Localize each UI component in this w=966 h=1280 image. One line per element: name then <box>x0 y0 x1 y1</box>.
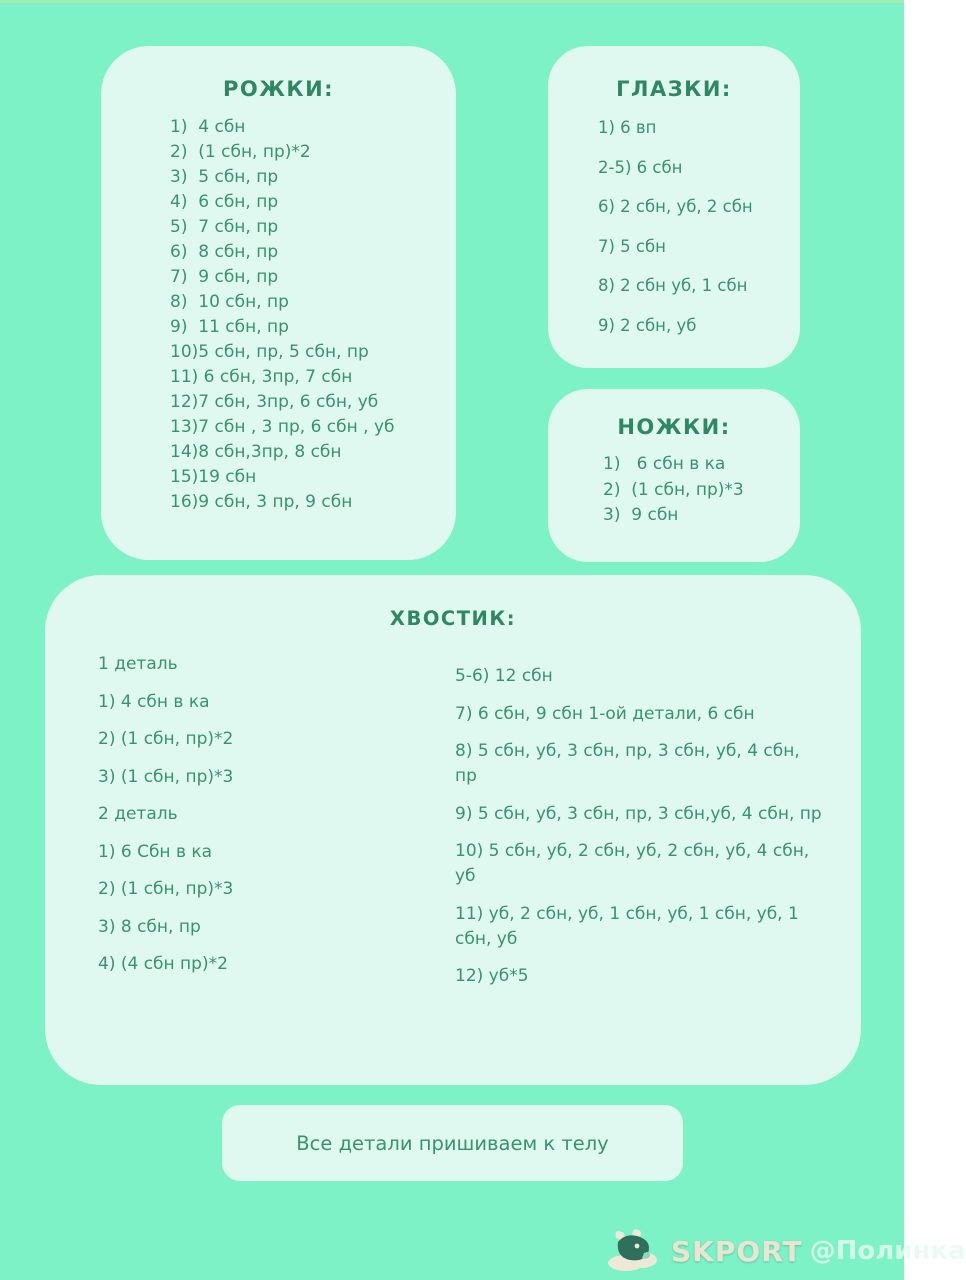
list-item: 2) (1 сбн, пр)*2 <box>170 142 311 162</box>
list-item: 7) 9 сбн, пр <box>170 267 279 287</box>
list-item: 4) 6 сбн, пр <box>170 192 279 212</box>
legs-title: НОЖКИ: <box>617 415 731 439</box>
card-assembly-note <box>222 1105 683 1181</box>
watermark-brand: SKPORT <box>671 1234 803 1268</box>
list-item: 5) 7 сбн, пр <box>170 217 279 237</box>
list-item: 8) 10 сбн, пр <box>170 292 289 312</box>
list-item: 11) 6 сбн, 3пр, 7 сбн <box>170 367 353 387</box>
tail-left-column <box>98 654 455 1002</box>
list-item: 8) 5 сбн, уб, 3 сбн, пр, 3 сбн, уб, 4 сбн, пр <box>455 741 800 786</box>
list-item: 1 деталь <box>98 654 178 674</box>
watermark <box>606 1226 966 1276</box>
list-item: 15)19 сбн <box>170 467 257 487</box>
list-item: 2) (1 сбн, пр)*3 <box>603 479 744 500</box>
list-item: 8) 2 сбн уб, 1 сбн <box>598 276 748 295</box>
list-item: 9) 11 сбн, пр <box>170 317 289 337</box>
list-item: 3) 9 сбн <box>603 505 679 525</box>
tail-columns <box>45 630 861 1002</box>
list-item: 1) 4 сбн <box>170 117 246 137</box>
list-item: 1) 6 сбн в ка <box>603 454 726 474</box>
legs-list <box>603 452 800 529</box>
tail-right-column <box>455 654 823 1002</box>
list-item: 3) 5 сбн, пр <box>170 167 279 187</box>
tail-title: ХВОСТИК: <box>389 607 517 630</box>
list-item: 3) (1 сбн, пр)*3 <box>98 766 234 787</box>
creature-logo-icon <box>606 1226 664 1276</box>
list-item: 12)7 сбн, 3пр, 6 сбн, уб <box>170 392 379 412</box>
list-item: 6) 2 сбн, уб, 2 сбн <box>598 197 753 216</box>
horns-title: РОЖКИ: <box>222 77 335 101</box>
list-item: 12) уб*5 <box>455 966 529 986</box>
list-item: 5-6) 12 сбн <box>455 666 553 686</box>
watermark-handle: @Полинка <box>809 1236 966 1266</box>
list-item: 7) 5 сбн <box>598 236 666 256</box>
list-item: 13)7 сбн , 3 пр, 6 сбн , уб <box>170 417 395 437</box>
card-eyes <box>548 46 800 368</box>
top-edge-line <box>0 0 904 3</box>
card-legs <box>548 389 800 562</box>
list-item: 10) 5 сбн, уб, 2 сбн, уб, 2 сбн, уб, 4 сбн, уб <box>455 841 810 886</box>
list-item: 9) 5 сбн, уб, 3 сбн, пр, 3 сбн,уб, 4 сбн, пр <box>455 803 822 824</box>
list-item: 1) 6 Сбн в ка <box>98 841 213 862</box>
horns-list <box>170 115 456 515</box>
list-item: 1) 4 сбн в ка <box>98 691 210 712</box>
list-item: 4) (4 сбн пр)*2 <box>98 954 228 974</box>
eyes-title: ГЛАЗКИ: <box>616 77 732 101</box>
list-item: 10)5 сбн, пр, 5 сбн, пр <box>170 342 369 362</box>
list-item: 16)9 сбн, 3 пр, 9 сбн <box>170 492 353 512</box>
eyes-list <box>598 118 800 335</box>
list-item: 1) 6 вп <box>598 118 657 137</box>
list-item: 3) 8 сбн, пр <box>98 916 201 937</box>
list-item: 7) 6 сбн, 9 сбн 1-ой детали, 6 сбн <box>455 703 755 724</box>
list-item: 6) 8 сбн, пр <box>170 242 279 262</box>
list-item: 9) 2 сбн, уб <box>598 315 697 335</box>
card-horns <box>101 46 456 560</box>
card-tail <box>45 575 861 1085</box>
list-item: 14)8 сбн,3пр, 8 сбн <box>170 442 342 462</box>
list-item: 2 деталь <box>98 804 178 824</box>
list-item: 2) (1 сбн, пр)*3 <box>98 879 234 899</box>
list-item: 2) (1 сбн, пр)*2 <box>98 729 234 749</box>
list-item: 11) уб, 2 сбн, уб, 1 сбн, уб, 1 сбн, уб, 1 сбн, уб <box>455 903 799 949</box>
list-item: 2-5) 6 сбн <box>598 157 683 177</box>
assembly-note-text: Все детали пришиваем к телу <box>296 1131 609 1155</box>
